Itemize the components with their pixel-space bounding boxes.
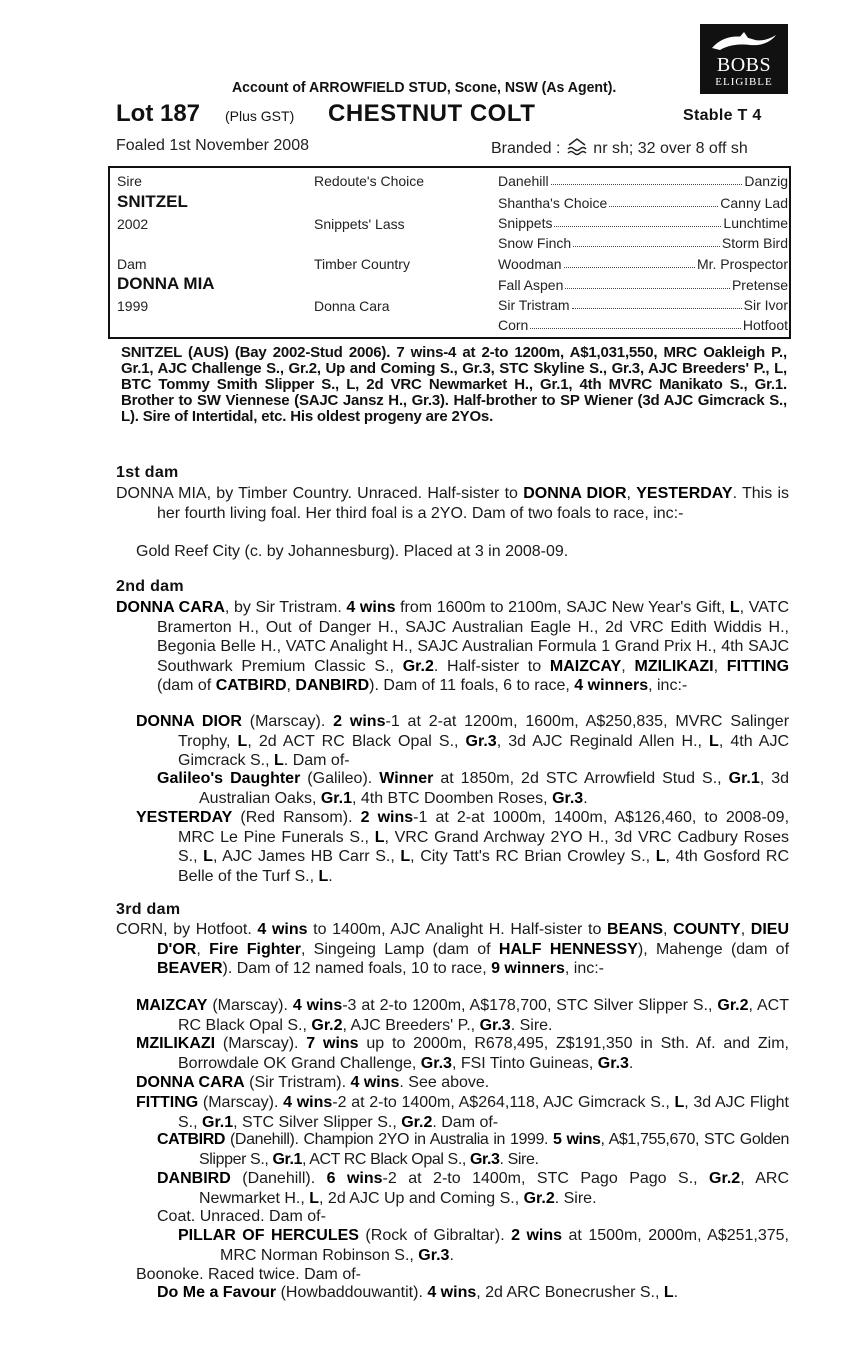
grandparent-row: Corn Hotfoot — [498, 317, 788, 333]
grandparent-row: Snow Finch Storm Bird — [498, 235, 788, 251]
branded-text: nr sh; 32 over 8 off sh — [593, 140, 748, 157]
progeny-entry: DONNA CARA (Sir Tristram). 4 wins. See above. — [136, 1074, 490, 1091]
grandparent-row: Danehill Danzig — [498, 173, 788, 189]
progeny-entry: Do Me a Favour (Howbaddouwantit). 4 wins, 2d ARC Bonecrusher S., L. — [157, 1284, 679, 1301]
progeny-entry: PILLAR OF HERCULES (Rock of Gibraltar). 2 wins at 1500m, 2000m, A$251,375, MRC Norman Robinson S., Gr.3. — [178, 1227, 789, 1264]
progeny-entry: DANBIRD (Danehill). 6 wins-2 at 2-to 1400m, STC Pago Pago S., Gr.2, ARC Newmarket H., L, 2d AJC Up and Coming S., Gr.2. Sire. — [157, 1170, 789, 1207]
dam-label: Dam — [117, 256, 147, 272]
first-dam-heading: 1st dam — [116, 464, 179, 481]
third-dam-para: CORN, by Hotfoot. 4 wins to 1400m, AJC Analight H. Half-sister to BEANS, COUNTY, DIEU D'OR, Fire Fighter, Singeing Lamp (dam of HALF HENNESSY), Mahenge (dam of BEAVER). Dam of 12 named foals, 10 to race, 9 winners, inc:- — [116, 921, 790, 977]
plus-gst: (Plus GST) — [225, 108, 295, 124]
dam-sire: Timber Country — [314, 256, 410, 272]
progeny-entry: Coat. Unraced. Dam of- — [157, 1208, 326, 1225]
third-dam-heading: 3rd dam — [116, 901, 181, 918]
brand-mark-icon — [565, 137, 589, 157]
grandparent-row: Sir Tristram Sir Ivor — [498, 297, 788, 313]
pedigree-table — [108, 166, 791, 339]
dam-year: 1999 — [117, 298, 149, 314]
grandparent-row: Fall Aspen Pretense — [498, 277, 788, 293]
foaled-date: Foaled 1st November 2008 — [116, 137, 309, 154]
progeny-entry: Boonoke. Raced twice. Dam of- — [136, 1266, 361, 1283]
second-dam-para: DONNA CARA, by Sir Tristram. 4 wins from 1600m to 2100m, SAJC New Year's Gift, L, VATC Bramerton H., Out of Danger H., SAJC Australian Eagle H., 2d VRC Edith Widdis H., Begonia Belle H., VATC Analight H., SAJC Australian Formula 1 Grand Prix H., 4th SAJC Southwark Premium Classic S., Gr.2. Half-sister to MAIZCAY, MZILIKAZI, FITTING (dam of CATBIRD, DANBIRD). Dam of 11 foals, 6 to race, 4 winners, inc:- — [116, 599, 790, 694]
grandparent-row: Snippets Lunchtime — [498, 215, 788, 231]
sire-name: SNITZEL — [117, 192, 188, 211]
sire-label: Sire — [117, 173, 142, 189]
sire-summary: SNITZEL (AUS) (Bay 2002-Stud 2006). 7 wins-4 at 2-to 1200m, A$1,031,550, MRC Oakleigh P., Gr.1, AJC Challenge S., Gr.2, Up and Coming S., Gr.3, STC Skyline S., Gr.3, AJC Breeders' P., L, BTC Tommy Smith Slipper S., L, 2d VRC Newmarket H., Gr.1, 4th MVRC Manikato S., Gr.1. Brother to SW Viennese (SAJC Jansz H., Gr.3). Half-brother to SP Wiener (3d AJC Gimcrack S., L). Sire of Intertidal, etc. His oldest progeny are 2YOs. — [121, 344, 787, 425]
dam-dam: Donna Cara — [314, 298, 390, 314]
logo-line1: BOBS — [716, 54, 772, 76]
logo-line2: ELIGIBLE — [715, 76, 773, 88]
progeny-entry: MAIZCAY (Marscay). 4 wins-3 at 2-to 1200m, A$178,700, STC Silver Slipper S., Gr.2, ACT RC Black Opal S., Gr.2, AJC Breeders' P., Gr.3. Sire. — [136, 997, 790, 1034]
bobs-eligible-logo — [700, 24, 788, 94]
horse-description: CHESTNUT COLT — [328, 100, 536, 127]
foal-entry: Gold Reef City (c. by Johannesburg). Placed at 3 in 2008-09. — [136, 543, 569, 560]
dam-name: DONNA MIA — [117, 274, 215, 293]
stable-number: Stable T 4 — [683, 107, 762, 124]
sire-dam: Snippets' Lass — [314, 216, 405, 232]
progeny-entry: YESTERDAY (Red Ransom). 2 wins-1 at 2-at 1000m, 1400m, A$126,460, to 2008-09, MRC Le Pine Funerals S., L, VRC Grand Archway 2YO H., 3d VRC Cadbury Roses S., L, AJC James HB Carr S., L, City Tatt's RC Brian Crowley S., L, 4th Gosford RC Belle of the Turf S., L. — [136, 809, 790, 885]
sire-year: 2002 — [117, 216, 149, 232]
progeny-entry: MZILIKAZI (Marscay). 7 wins up to 2000m, R678,495, Z$191,350 in Sth. Af. and Zim, Borrowdale OK Grand Challenge, Gr.3, FSI Tinto Guineas, Gr.3. — [136, 1035, 789, 1072]
vendor-account: Account of ARROWFIELD STUD, Scone, NSW (As Agent). — [232, 79, 617, 96]
branded-label: Branded : — [491, 140, 561, 157]
lot-number: Lot 187 — [116, 100, 201, 127]
progeny-entry: DONNA DIOR (Marscay). 2 wins-1 at 2-at 1200m, 1600m, A$250,835, MVRC Salinger Trophy, L, 2d ACT RC Black Opal S., Gr.3, 3d AJC Reginald Allen H., L, 4th AJC Gimcrack S., L. Dam of- — [136, 713, 790, 769]
grandparent-row: Woodman Mr. Prospector — [498, 256, 788, 272]
progeny-entry: CATBIRD (Danehill). Champion 2YO in Australia in 1999. 5 wins, A$1,755,670, STC Golden Slipper S., Gr.1, ACT RC Black Opal S., Gr.3. Sire. — [157, 1131, 789, 1168]
grandparent-row: Shantha's Choice Canny Lad — [498, 195, 788, 211]
progeny-entry: Galileo's Daughter (Galileo). Winner at 1850m, 2d STC Arrowfield Stud S., Gr.1, 3d Australian Oaks, Gr.1, 4th BTC Doomben Roses, Gr.3. — [157, 770, 790, 807]
first-dam-para: DONNA MIA, by Timber Country. Unraced. Half-sister to DONNA DIOR, YESTERDAY. This is her fourth living foal. Her third foal is a 2YO. Dam of two foals to race, inc:- — [116, 485, 790, 522]
second-dam-heading: 2nd dam — [116, 578, 184, 595]
progeny-entry: FITTING (Marscay). 4 wins-2 at 2-to 1400m, A$264,118, AJC Gimcrack S., L, 3d AJC Flight S., Gr.1, STC Silver Slipper S., Gr.2. Dam of- — [136, 1094, 789, 1131]
horse-runner-icon — [708, 30, 780, 56]
branded-info — [491, 137, 748, 158]
sire-sire: Redoute's Choice — [314, 173, 425, 189]
